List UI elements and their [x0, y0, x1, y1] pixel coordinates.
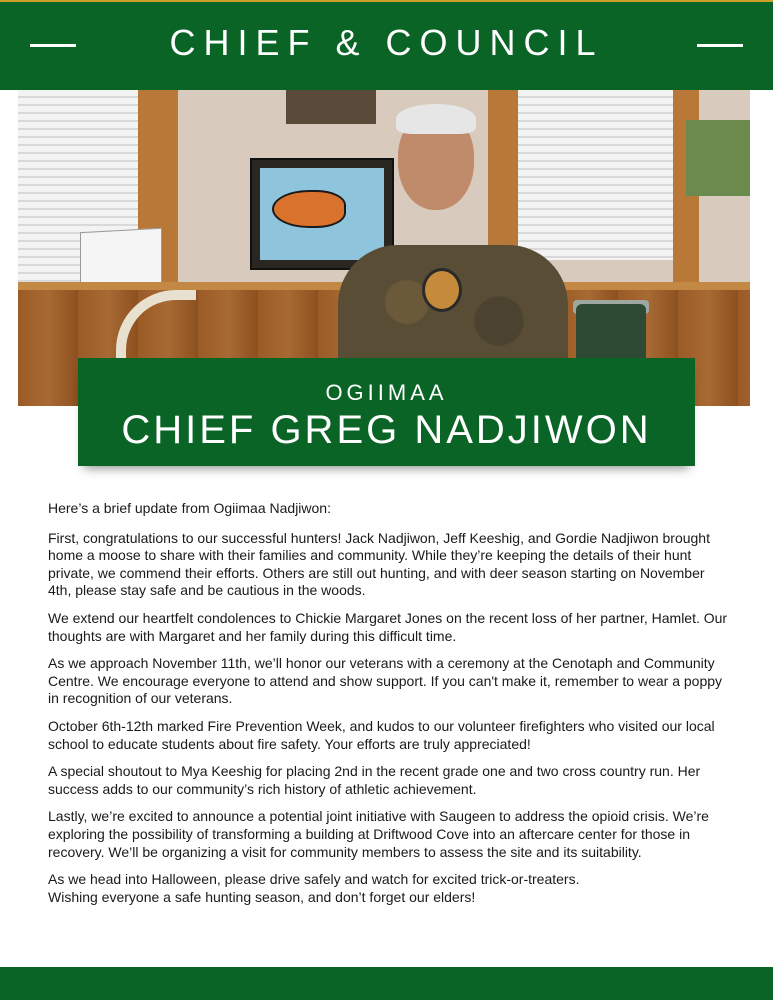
article-paragraph-hunters: First, congratulations to our successful hunters! Jack Nadjiwon, Jeff Keeshig, and Gordie Nadjiwon brought home a moose to share with their families and community. While they’re keeping the details of their hunt private, we commend their efforts. Others are still out hunting, and with deer season starting on November 4th, please stay safe and be cautious in the woods. — [48, 529, 710, 599]
article-paragraph-fire-prevention: October 6th-12th marked Fire Prevention Week, and kudos to our volunteer firefighters who visited our local school to educate students about fire safety. Your efforts are truly appreciated! — [48, 717, 715, 752]
article-paragraph-condolences: We extend our heartfelt condolences to Chickie Margaret Jones on the recent loss of her partner, Hamlet. Our thoughts are with Margaret and her family during this difficult time. — [48, 609, 728, 644]
article-closing-line-1: As we head into Halloween, please drive safely and watch for excited trick-or-treaters. — [48, 871, 580, 888]
photo-frame-top — [286, 90, 376, 124]
name-banner — [78, 358, 695, 466]
article-body — [48, 500, 728, 916]
medallion-icon — [422, 268, 462, 312]
photo-window-blind-right — [518, 90, 673, 260]
photo-wall-poster — [686, 120, 750, 196]
article-paragraph-opioid-initiative: Lastly, we’re excited to announce a potential joint initiative with Saugeen to address the opioid crisis. We’re exploring the possibility of transforming a building at Driftwood Cove into an aftercare center for those in recovery. We’ll be organizing a visit for community members to assess the site and its suitability. — [48, 808, 709, 860]
photo-person-hair — [396, 104, 476, 134]
article-closing-line-2: Wishing everyone a safe hunting season, and don’t forget our elders! — [48, 888, 476, 905]
fish-icon — [272, 190, 346, 228]
header-dash-right — [697, 44, 743, 47]
article-paragraph-cross-country: A special shoutout to Mya Keeshig for placing 2nd in the recent grade one and two cross country run. Her success adds to our community’s rich history of athletic achievement. — [48, 763, 701, 797]
article-intro: Here’s a brief update from Ogiimaa Nadjiwon: — [48, 500, 331, 516]
article-closing — [48, 871, 728, 906]
page-title: CHIEF & COUNCIL — [169, 22, 604, 63]
role-title: OGIIMAA — [325, 380, 448, 405]
page-header — [0, 2, 773, 90]
chief-name: CHIEF GREG NADJIWON — [121, 408, 652, 452]
article-paragraph-veterans: As we approach November 11th, we’ll honor our veterans with a ceremony at the Cenotaph and Community Centre. We encourage everyone to attend and show support. If you can't make it, remember to wear a poppy in recognition of our veterans. — [48, 655, 723, 707]
page-footer-bar — [0, 967, 773, 1000]
